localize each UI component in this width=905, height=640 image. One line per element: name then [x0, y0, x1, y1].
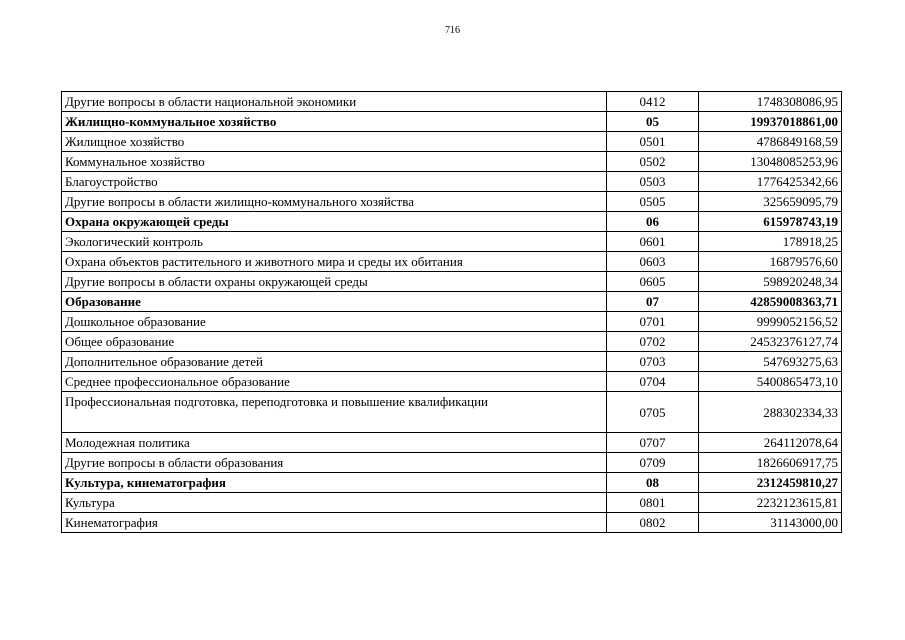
table-row: [62, 433, 842, 453]
table-row: [62, 453, 842, 473]
table-section-row: [62, 112, 842, 132]
row-sum: 2312459810,27: [699, 473, 842, 493]
row-name: Среднее профессиональное образование: [62, 372, 607, 392]
row-name: Охрана окружающей среды: [62, 212, 607, 232]
row-name: Кинематография: [62, 513, 607, 533]
row-sum: 288302334,33: [699, 392, 842, 433]
table-row: [62, 513, 842, 533]
row-sum: 178918,25: [699, 232, 842, 252]
row-sum: 4786849168,59: [699, 132, 842, 152]
row-sum: 2232123615,81: [699, 493, 842, 513]
row-name: Культура, кинематография: [62, 473, 607, 493]
row-code: 0705: [607, 392, 699, 433]
table-row: [62, 332, 842, 352]
row-sum: 16879576,60: [699, 252, 842, 272]
row-name: Другие вопросы в области национальной экономики: [62, 92, 607, 112]
table-row: [62, 372, 842, 392]
row-sum: 547693275,63: [699, 352, 842, 372]
table-row: [62, 232, 842, 252]
row-code: 0503: [607, 172, 699, 192]
table-row: [62, 152, 842, 172]
row-sum: 1826606917,75: [699, 453, 842, 473]
row-name: Жилищное хозяйство: [62, 132, 607, 152]
table-section-row: [62, 212, 842, 232]
row-code: 0502: [607, 152, 699, 172]
row-sum: 1776425342,66: [699, 172, 842, 192]
row-name: Другие вопросы в области жилищно-коммунального хозяйства: [62, 192, 607, 212]
row-name: Молодежная политика: [62, 433, 607, 453]
row-code: 07: [607, 292, 699, 312]
row-sum: 24532376127,74: [699, 332, 842, 352]
row-name: Жилищно-коммунальное хозяйство: [62, 112, 607, 132]
row-name: Благоустройство: [62, 172, 607, 192]
row-name: Образование: [62, 292, 607, 312]
row-code: 0801: [607, 493, 699, 513]
row-code: 0605: [607, 272, 699, 292]
row-sum: 598920248,34: [699, 272, 842, 292]
row-code: 05: [607, 112, 699, 132]
row-code: 06: [607, 212, 699, 232]
row-code: 08: [607, 473, 699, 493]
table-row: [62, 392, 842, 433]
row-code: 0501: [607, 132, 699, 152]
table-section-row: [62, 473, 842, 493]
row-sum: 264112078,64: [699, 433, 842, 453]
row-code: 0505: [607, 192, 699, 212]
row-code: 0802: [607, 513, 699, 533]
table-row: [62, 132, 842, 152]
row-sum: 31143000,00: [699, 513, 842, 533]
row-name: Другие вопросы в области охраны окружающей среды: [62, 272, 607, 292]
row-code: 0601: [607, 232, 699, 252]
table-row: [62, 192, 842, 212]
row-name: Охрана объектов растительного и животного мира и среды их обитания: [62, 252, 607, 272]
row-code: 0709: [607, 453, 699, 473]
table-row: [62, 172, 842, 192]
row-sum: 615978743,19: [699, 212, 842, 232]
page-number: 716: [445, 25, 460, 36]
row-name: Профессиональная подготовка, переподготовка и повышение квалификации: [62, 392, 607, 433]
row-sum: 13048085253,96: [699, 152, 842, 172]
row-sum: 1748308086,95: [699, 92, 842, 112]
row-sum: 42859008363,71: [699, 292, 842, 312]
row-name: Коммунальное хозяйство: [62, 152, 607, 172]
table-row: [62, 92, 842, 112]
row-code: 0702: [607, 332, 699, 352]
table-row: [62, 352, 842, 372]
row-name: Культура: [62, 493, 607, 513]
row-sum: 5400865473,10: [699, 372, 842, 392]
row-code: 0707: [607, 433, 699, 453]
row-code: 0701: [607, 312, 699, 332]
row-name: Дополнительное образование детей: [62, 352, 607, 372]
table-row: [62, 252, 842, 272]
table-section-row: [62, 292, 842, 312]
row-sum: 9999052156,52: [699, 312, 842, 332]
row-code: 0703: [607, 352, 699, 372]
row-code: 0412: [607, 92, 699, 112]
budget-table: [61, 91, 842, 533]
row-name: Другие вопросы в области образования: [62, 453, 607, 473]
row-name: Общее образование: [62, 332, 607, 352]
table-row: [62, 493, 842, 513]
table-row: [62, 312, 842, 332]
row-name: Экологический контроль: [62, 232, 607, 252]
row-name: Дошкольное образование: [62, 312, 607, 332]
row-code: 0603: [607, 252, 699, 272]
table-row: [62, 272, 842, 292]
row-sum: 325659095,79: [699, 192, 842, 212]
row-sum: 19937018861,00: [699, 112, 842, 132]
row-code: 0704: [607, 372, 699, 392]
